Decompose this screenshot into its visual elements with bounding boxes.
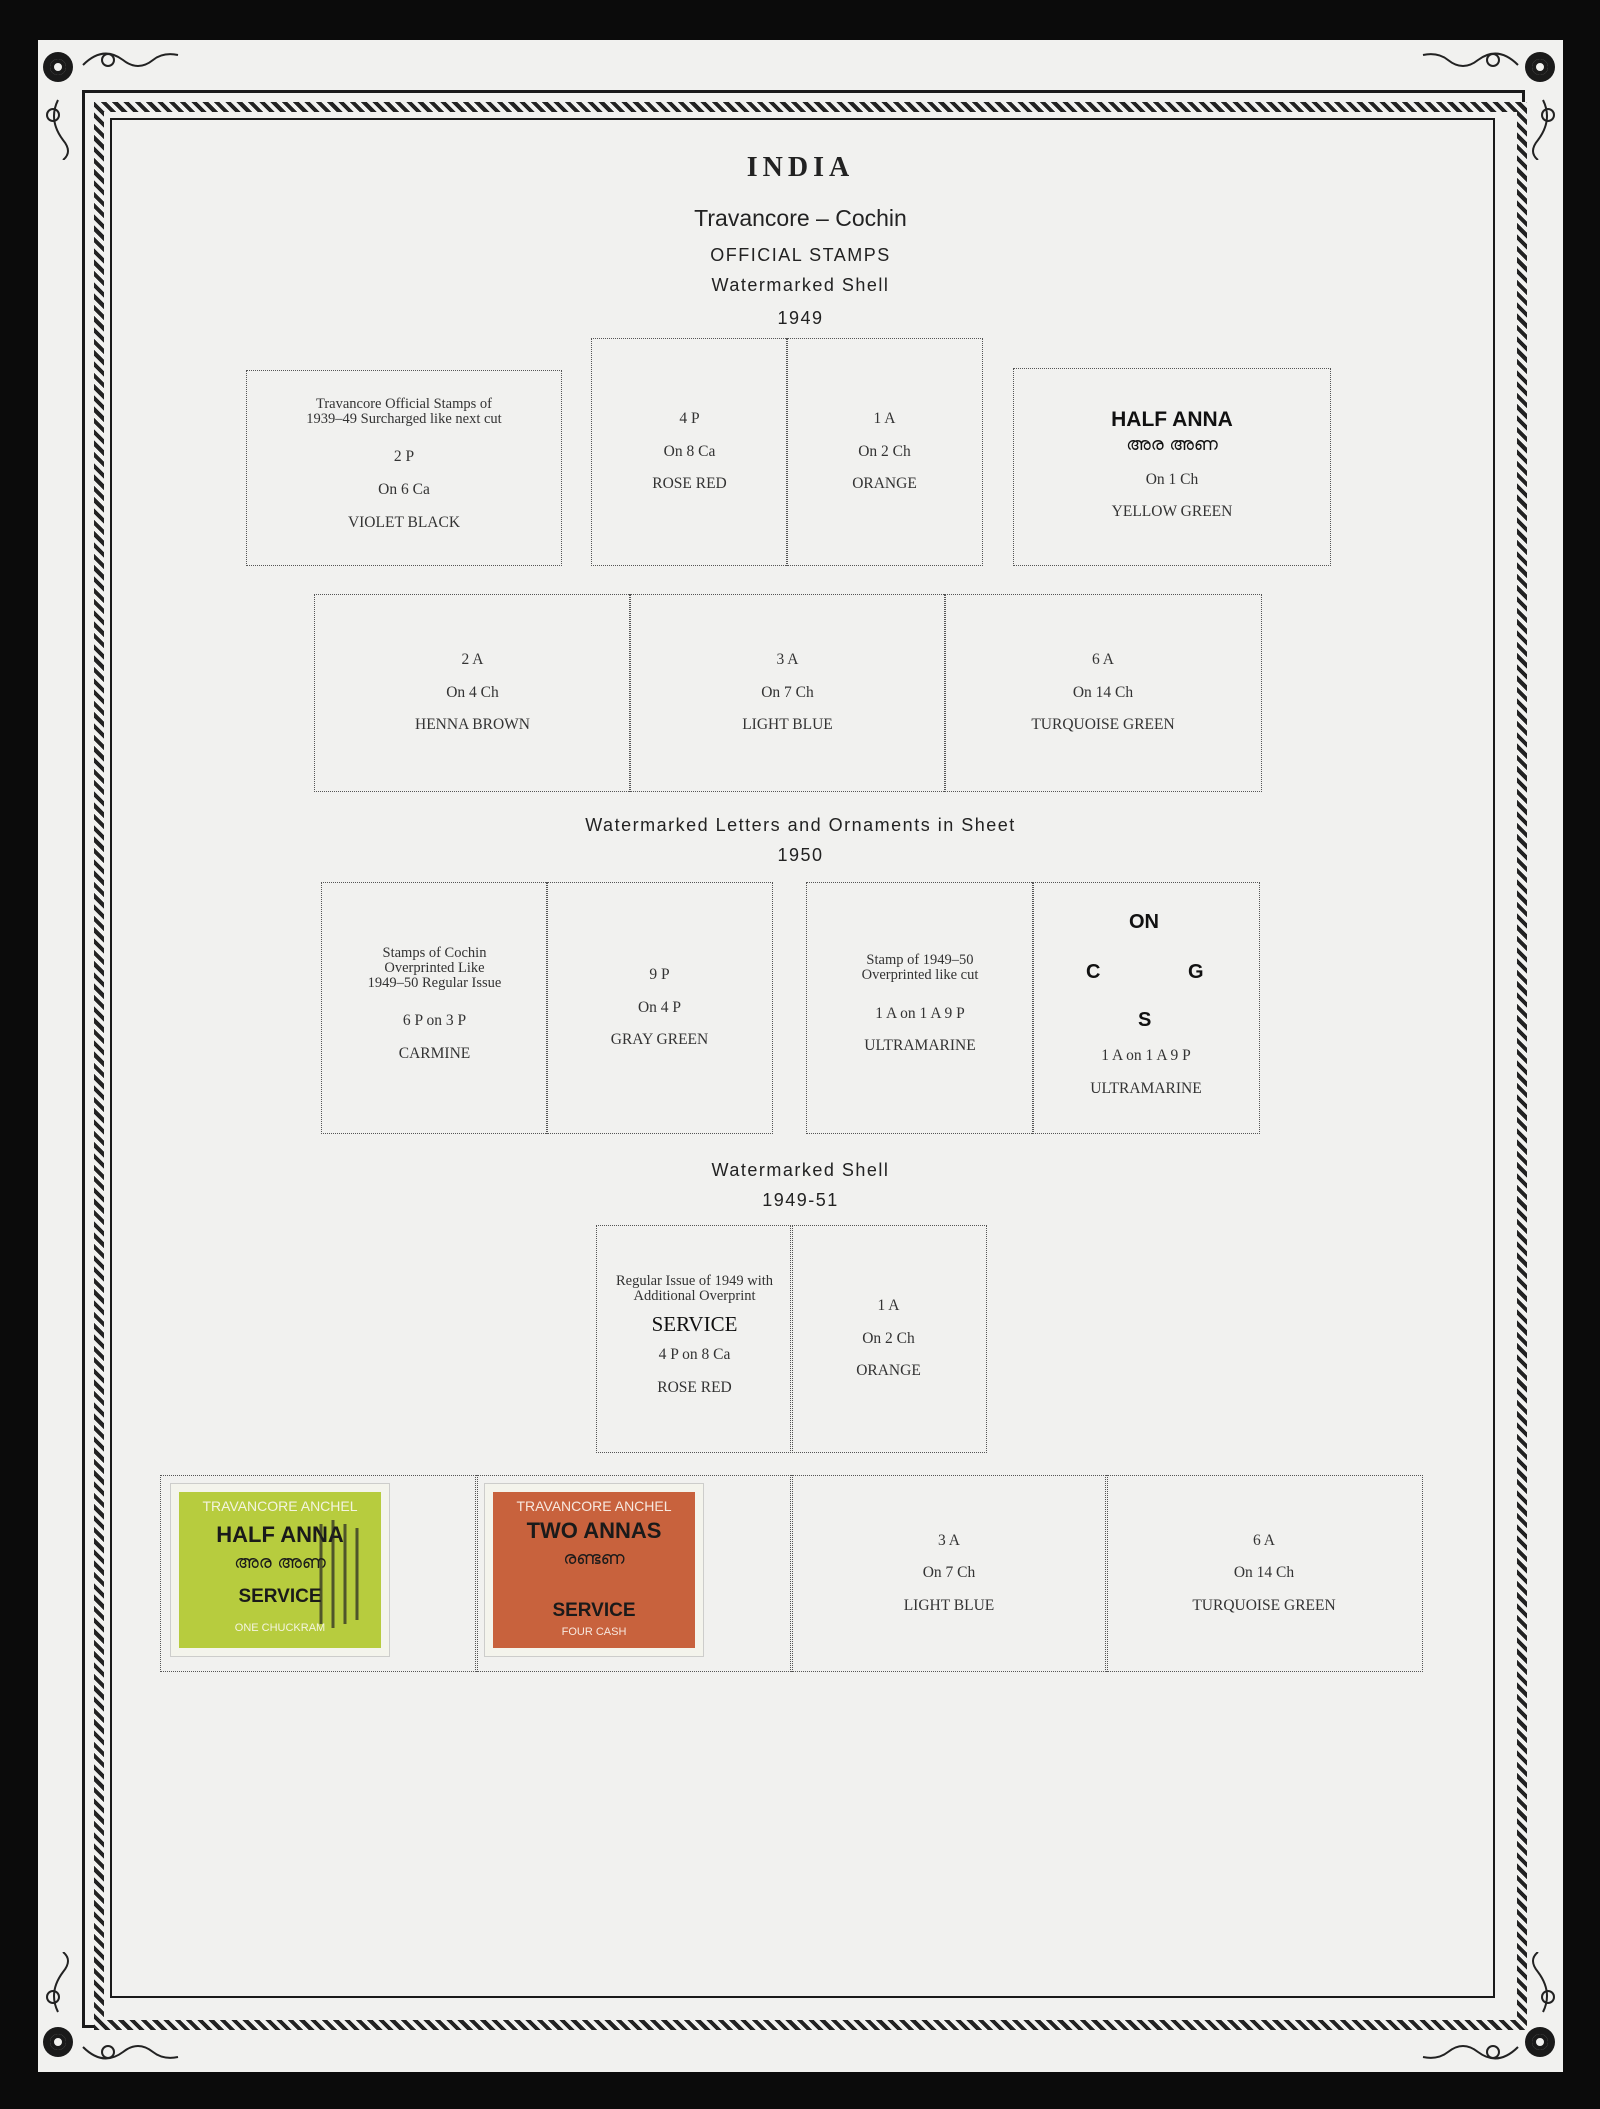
year-heading-2: 1950 — [777, 845, 824, 865]
stamp-color: GRAY GREEN — [610, 1031, 709, 1049]
stamp-two-annas-service[interactable] — [485, 1484, 703, 1656]
stamp-space-service-4p[interactable] — [596, 1225, 793, 1453]
overprint-malayalam: അര അണ — [1126, 434, 1218, 456]
stamp-note: Regular Issue of 1949 with Additional Overprint — [615, 1272, 774, 1304]
stamp-space-service-6a[interactable] — [1105, 1475, 1423, 1672]
year-heading-1: 1949 — [777, 308, 824, 328]
stamp-surcharge-on: On 4 P — [637, 998, 682, 1016]
watermark-heading-3: Watermarked Shell — [711, 1160, 890, 1180]
stamp-cancellation — [171, 1484, 389, 1656]
stamp-value: 1 A — [877, 1297, 900, 1315]
stamp-color: TURQUOISE GREEN — [1192, 1596, 1336, 1614]
stamp-space-2p[interactable] — [246, 370, 562, 566]
stamp-note: Travancore Official Stamps of 1939–49 Surcharged like next cut — [306, 395, 502, 428]
corner-ornament-bottom-right — [1413, 1952, 1563, 2072]
stamp-color: VIOLET BLACK — [347, 513, 461, 531]
stamp-overprint: HALF ANNA — [216, 1522, 344, 1547]
corner-ornament-bottom-left — [38, 1952, 188, 2072]
stamp-half-anna-service[interactable] — [171, 1484, 389, 1656]
stamp-space-ocgs[interactable] — [1032, 882, 1260, 1134]
stamp-space-1a[interactable] — [786, 338, 983, 566]
stamp-top-inscription: TRAVANCORE ANCHEL — [202, 1498, 358, 1514]
stamp-color: HENNA BROWN — [415, 716, 530, 734]
stamp-space-6a[interactable] — [944, 594, 1262, 792]
stamp-value: 6 P on 3 P — [402, 1012, 467, 1030]
stamp-color: YELLOW GREEN — [1111, 503, 1233, 521]
stamp-bottom-inscription: FOUR CASH — [561, 1626, 627, 1638]
stamp-space-9p[interactable] — [546, 882, 773, 1134]
stamp-surcharge-on: On 14 Ch — [1072, 683, 1134, 701]
stamp-value: 6 A — [1253, 1531, 1275, 1549]
stamp-space-half-anna[interactable] — [1013, 368, 1331, 566]
overprint-text: SERVICE — [651, 1312, 738, 1337]
stamp-value: 1 A on 1 A 9 P — [1101, 1047, 1191, 1065]
stamp-space-service-3a[interactable] — [790, 1475, 1108, 1672]
stamp-color: LIGHT BLUE — [742, 716, 833, 734]
ocgs-overprint — [1066, 910, 1226, 1040]
stamp-value: 9 P — [649, 966, 670, 984]
stamp-color: ROSE RED — [657, 1378, 732, 1396]
section-title: OFFICIAL STAMPS — [710, 245, 891, 265]
stamp-surcharge-on: On 6 Ca — [378, 480, 430, 498]
stamp-space-service-1a[interactable] — [790, 1225, 987, 1453]
album-page — [38, 40, 1563, 2072]
stamp-service-overprint: SERVICE — [552, 1600, 636, 1621]
overprint-on: ON — [1129, 911, 1159, 934]
stamp-note: Stamps of Cochin Overprinted Like 1949–50 Regular Issue — [367, 944, 502, 992]
stamp-value: 4 P — [679, 410, 700, 428]
stamp-space-6p-on-3p[interactable] — [321, 882, 548, 1134]
stamp-color: ULTRAMARINE — [864, 1037, 976, 1055]
stamp-bottom-inscription: ONE CHUCKRAM — [234, 1622, 326, 1634]
stamp-space-4p[interactable] — [591, 338, 788, 566]
stamp-value: 4 P on 8 Ca — [658, 1346, 731, 1364]
stamp-color: ORANGE — [856, 1362, 921, 1380]
stamp-surcharge-on: On 2 Ch — [858, 442, 911, 460]
stamp-value: 2 A — [461, 651, 484, 669]
stamp-surcharge-on: On 7 Ch — [761, 683, 814, 701]
stamp-value: 1 A on 1 A 9 P — [875, 1004, 965, 1022]
stamp-note: Stamp of 1949–50 Overprinted like cut — [861, 952, 979, 984]
stamp-color: ORANGE — [852, 475, 917, 493]
stamp-value: 3 A — [938, 1531, 960, 1549]
overprint-text: HALF ANNA — [1111, 408, 1233, 432]
stamp-face — [493, 1492, 695, 1648]
stamp-value: 2 P — [393, 448, 415, 466]
stamp-value: 1 A — [873, 410, 896, 428]
stamp-space-2a[interactable] — [314, 594, 631, 792]
stamp-color: TURQUOISE GREEN — [1031, 716, 1175, 734]
stamp-space-3a[interactable] — [629, 594, 946, 792]
stamp-space-1a-on-1a9p[interactable] — [806, 882, 1034, 1134]
overprint-c: C — [1086, 961, 1101, 984]
stamp-overprint-malayalam: അര അണ — [234, 1552, 326, 1573]
stamp-color: CARMINE — [398, 1044, 471, 1062]
stamp-surcharge-on: On 2 Ch — [862, 1329, 915, 1347]
stamp-value: 3 A — [776, 651, 799, 669]
overprint-g: G — [1188, 961, 1204, 984]
page-subtitle: Travancore – Cochin — [694, 205, 907, 231]
page-title: INDIA — [746, 152, 855, 183]
stamp-overprint-malayalam: രണ്ടണ — [563, 1548, 625, 1569]
year-heading-3: 1949-51 — [762, 1190, 839, 1210]
stamp-service-overprint: SERVICE — [238, 1586, 322, 1607]
watermark-heading-1: Watermarked Shell — [711, 275, 890, 295]
stamp-surcharge-on: On 7 Ch — [922, 1564, 976, 1582]
stamp-surcharge-on: On 14 Ch — [1233, 1564, 1295, 1582]
stamp-color: ULTRAMARINE — [1090, 1080, 1202, 1097]
overprint-s: S — [1138, 1009, 1152, 1032]
watermark-heading-2: Watermarked Letters and Ornaments in Sheet — [585, 815, 1016, 835]
stamp-surcharge-on: On 4 Ch — [446, 683, 499, 701]
corner-ornament-top-right — [1413, 40, 1563, 160]
stamp-color: LIGHT BLUE — [903, 1596, 995, 1614]
stamp-surcharge-on: On 8 Ca — [663, 442, 716, 460]
stamp-overprint: TWO ANNAS — [526, 1518, 662, 1543]
stamp-color: ROSE RED — [652, 475, 727, 493]
stamp-value: 6 A — [1092, 651, 1114, 669]
stamp-surcharge-on: On 1 Ch — [1145, 470, 1199, 488]
stamp-top-inscription: TRAVANCORE ANCHEL — [516, 1498, 672, 1514]
corner-ornament-top-left — [38, 40, 188, 160]
